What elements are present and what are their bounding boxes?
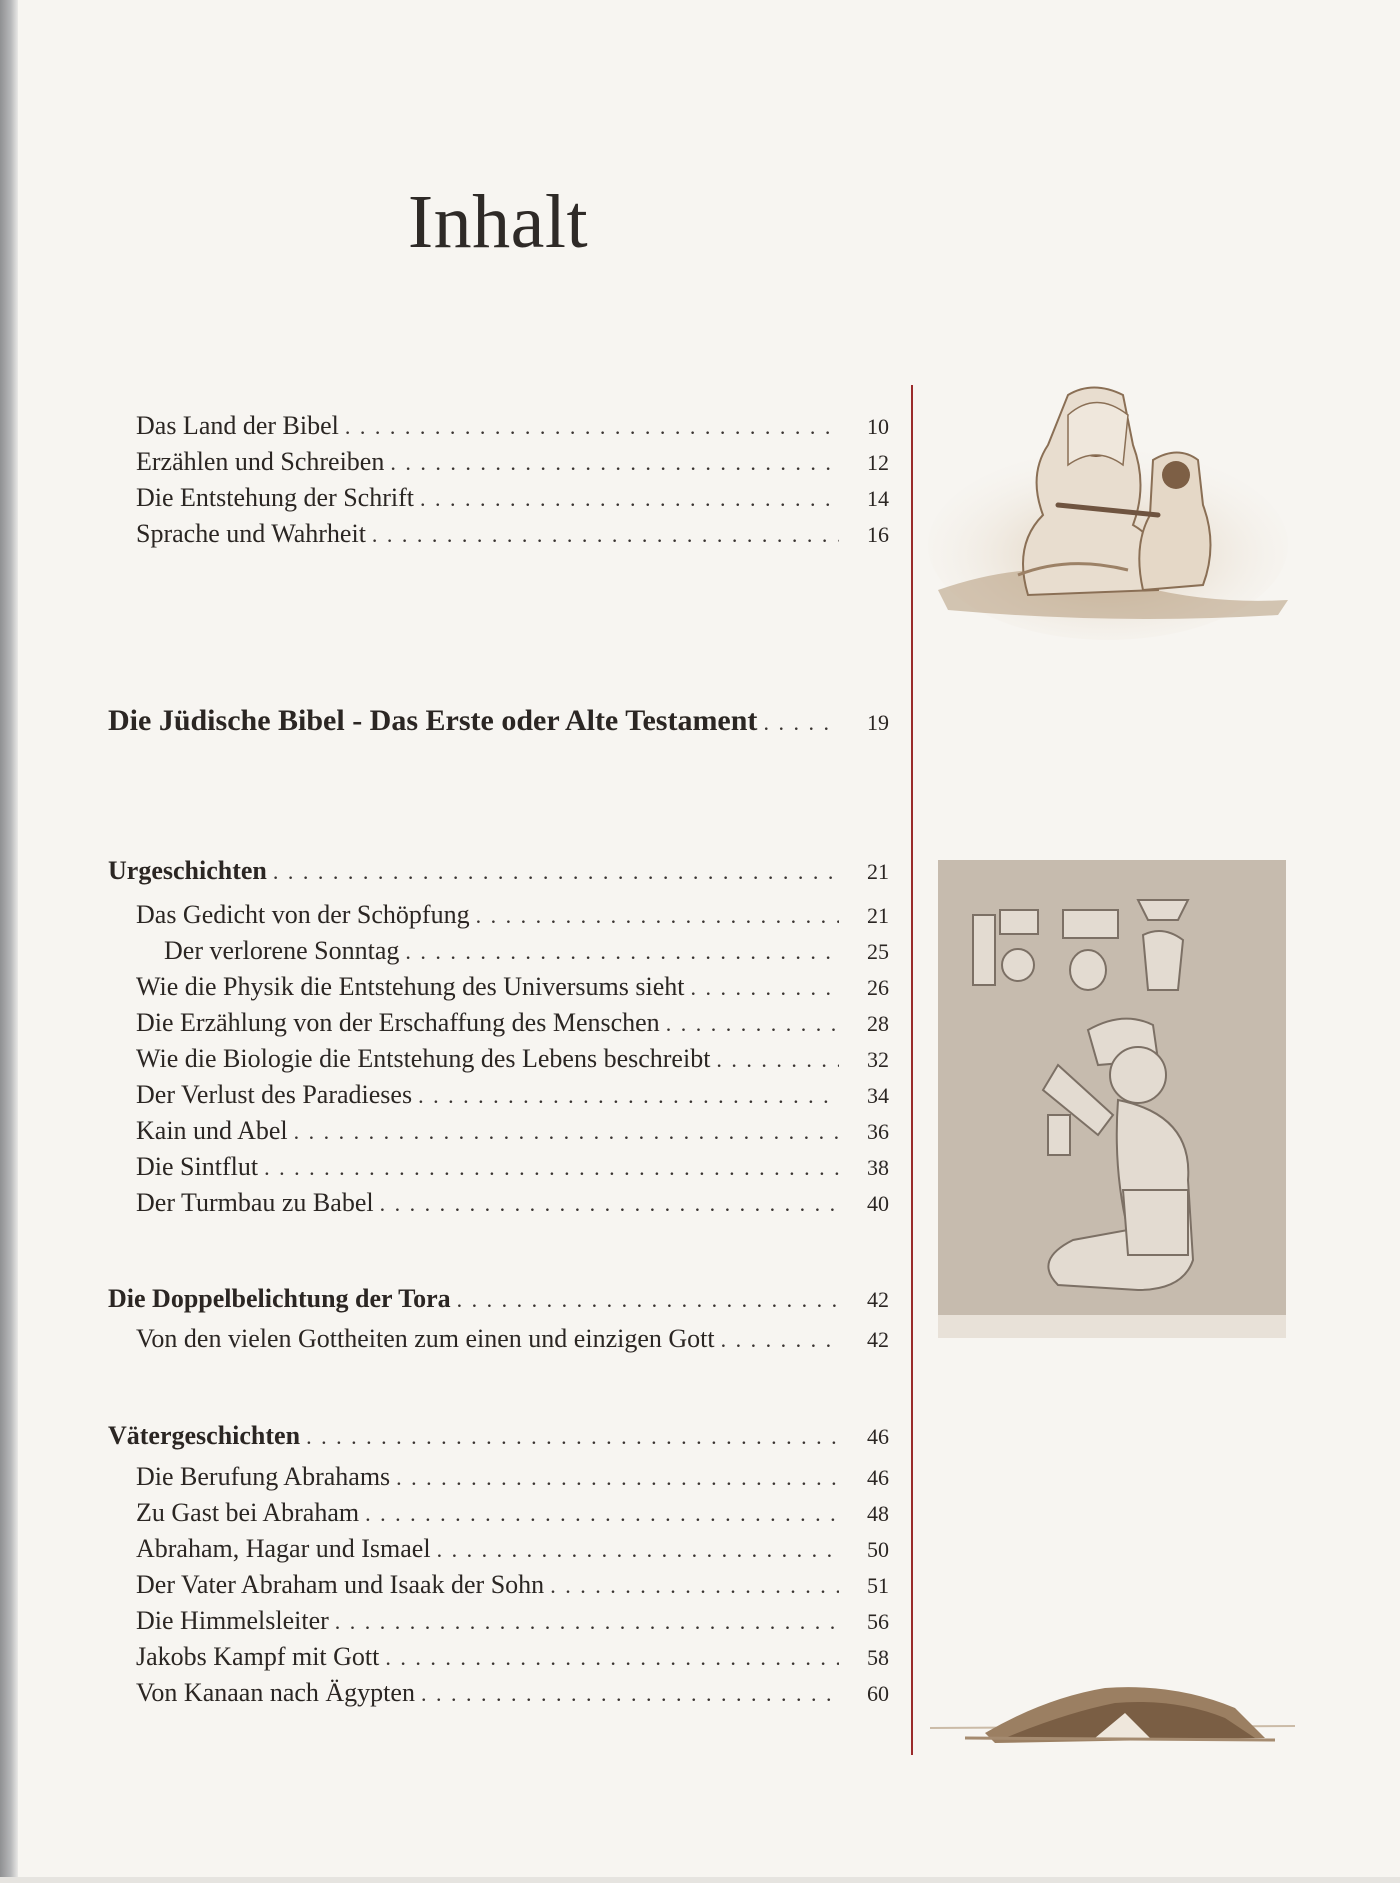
toc-section-heading[interactable] (108, 853, 889, 893)
toc-entry-page: 16 (867, 522, 889, 547)
dot-leader (421, 1676, 839, 1712)
toc-entry-page: 56 (867, 1609, 889, 1634)
dot-leader (385, 1640, 839, 1676)
toc-section-title: Vätergeschichten (108, 1421, 301, 1450)
dot-leader (335, 1604, 839, 1640)
toc-entry-title: Wie die Biologie die Entstehung des Lebens beschreibt (136, 1044, 711, 1073)
toc-entry-page: 26 (867, 975, 889, 1000)
toc-entry-page: 60 (867, 1681, 889, 1706)
dot-leader (264, 1150, 839, 1186)
toc-entry-page: 48 (867, 1501, 889, 1526)
toc-part-heading[interactable] (108, 703, 889, 743)
dot-leader (721, 1322, 839, 1358)
egyptian-scribe-relief-illustration (938, 860, 1286, 1338)
toc-entry-page: 32 (867, 1047, 889, 1072)
toc-entry-title: Der Turmbau zu Babel (136, 1188, 374, 1217)
toc-entry-page: 50 (867, 1537, 889, 1562)
toc-entry-title: Die Erzählung von der Erschaffung des Menschen (136, 1008, 660, 1037)
toc-entry-page: 42 (867, 1327, 889, 1352)
toc-entry-title: Die Berufung Abrahams (136, 1462, 391, 1491)
bedouin-tent-illustration (925, 1668, 1305, 1763)
toc-section-page: 21 (867, 859, 889, 884)
toc-entry[interactable] (108, 1531, 889, 1571)
toc-entry-page: 10 (867, 414, 889, 439)
dot-leader (365, 1496, 839, 1532)
toc-entry-page: 51 (867, 1573, 889, 1598)
toc-part-page: 19 (867, 710, 889, 735)
toc-section-title: Die Doppelbelichtung der Tora (108, 1284, 451, 1313)
toc-entry-title: Sprache und Wahrheit (136, 519, 366, 548)
dot-leader (405, 934, 839, 970)
toc-entry[interactable] (108, 1639, 889, 1679)
toc-entry-page: 25 (867, 939, 889, 964)
toc-entry-title: Die Himmelsleiter (136, 1606, 329, 1635)
dot-leader (476, 898, 839, 934)
dot-leader (345, 409, 839, 445)
page-title: Inhalt (407, 179, 589, 264)
dot-leader (294, 1114, 839, 1150)
toc-entry-title: Das Land der Bibel (136, 411, 339, 440)
toc-entry-page: 40 (867, 1191, 889, 1216)
dot-leader (457, 1282, 839, 1318)
dot-leader (666, 1006, 839, 1042)
toc-section-heading[interactable] (108, 1418, 889, 1458)
dot-leader (437, 1532, 839, 1568)
toc-entry[interactable] (108, 897, 889, 937)
dot-leader (380, 1186, 839, 1222)
toc-entry-page: 34 (867, 1083, 889, 1108)
toc-entry-page: 36 (867, 1119, 889, 1144)
dot-leader (420, 481, 839, 517)
toc-entry-page: 28 (867, 1011, 889, 1036)
dot-leader (372, 517, 839, 553)
toc-entry[interactable] (108, 1113, 889, 1153)
toc-entry[interactable] (108, 1005, 889, 1045)
toc-section-page: 46 (867, 1424, 889, 1449)
toc-entry-title: Von den vielen Gottheiten zum einen und einzigen Gott (136, 1324, 715, 1353)
toc-entry-title: Das Gedicht von der Schöpfung (136, 900, 470, 929)
toc-entry-title: Kain und Abel (136, 1116, 288, 1145)
toc-entry[interactable] (108, 1459, 889, 1499)
dot-leader (273, 854, 839, 890)
toc-entry[interactable] (108, 1149, 889, 1189)
toc-entry-title: Zu Gast bei Abraham (136, 1498, 360, 1527)
toc-section-heading[interactable] (108, 1281, 889, 1321)
dot-leader (550, 1568, 839, 1604)
toc-entry[interactable] (108, 933, 889, 973)
toc-entry-title: Die Sintflut (136, 1152, 259, 1181)
toc-entry-title: Wie die Physik die Entstehung des Universums sieht (136, 972, 685, 1001)
dot-leader (763, 705, 839, 741)
toc-entry[interactable] (108, 1603, 889, 1643)
toc-entry[interactable] (108, 1495, 889, 1535)
dot-leader (390, 445, 839, 481)
toc-entry[interactable] (108, 444, 889, 484)
toc-entry[interactable] (108, 480, 889, 520)
toc-section-page: 42 (867, 1287, 889, 1312)
toc-entry-page: 14 (867, 486, 889, 511)
dot-leader (418, 1078, 839, 1114)
toc-part-title: Die Jüdische Bibel - Das Erste oder Alte Testament (108, 704, 758, 737)
dot-leader (691, 970, 839, 1006)
toc-entry-title: Der verlorene Sonntag (164, 936, 400, 965)
toc-entry[interactable] (108, 969, 889, 1009)
dot-leader (396, 1460, 839, 1496)
toc-entry[interactable] (108, 408, 889, 448)
toc-entry-page: 12 (867, 450, 889, 475)
dot-leader (306, 1419, 839, 1455)
toc-entry[interactable] (108, 1567, 889, 1607)
toc-entry-page: 38 (867, 1155, 889, 1180)
toc-entry[interactable] (108, 1321, 889, 1361)
toc-entry-page: 46 (867, 1465, 889, 1490)
toc-entry[interactable] (108, 1041, 889, 1081)
toc-entry-title: Erzählen und Schreiben (136, 447, 385, 476)
toc-entry[interactable] (108, 1185, 889, 1225)
toc-entry-title: Der Vater Abraham und Isaak der Sohn (136, 1570, 545, 1599)
dot-leader (716, 1042, 839, 1078)
seated-figures-illustration (918, 375, 1308, 645)
toc-entry-title: Abraham, Hagar und Ismael (136, 1534, 431, 1563)
toc-entry-page: 58 (867, 1645, 889, 1670)
toc-section-title: Urgeschichten (108, 856, 267, 885)
toc-entry[interactable] (108, 1077, 889, 1117)
toc-entry[interactable] (108, 516, 889, 556)
toc-entry-title: Die Entstehung der Schrift (136, 483, 414, 512)
toc-entry-title: Der Verlust des Paradieses (136, 1080, 413, 1109)
toc-entry-title: Jakobs Kampf mit Gott (136, 1642, 380, 1671)
toc-entry[interactable] (108, 1675, 889, 1715)
toc-entry-page: 21 (867, 903, 889, 928)
toc-entry-title: Von Kanaan nach Ägypten (136, 1678, 415, 1707)
